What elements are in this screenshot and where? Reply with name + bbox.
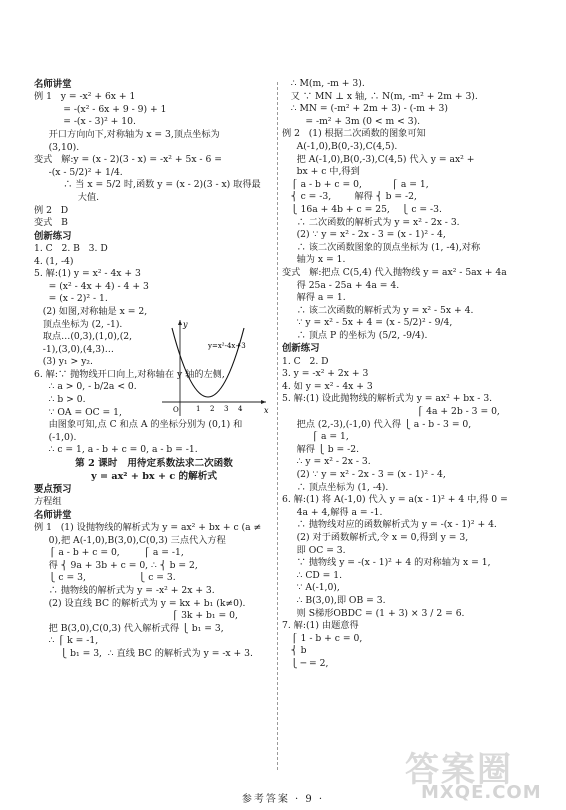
text-line: 由图象可知,点 C 和点 A 的坐标分别为 (0,1) 和 — [34, 419, 243, 431]
text-line: ⎩ c = 3, ⎩ c = 3. — [34, 572, 176, 584]
text-line: ∴ 顶点 P 的坐标为 (5/2, -9/4). — [282, 329, 428, 341]
text-line: ⎩ ─ = 2, — [282, 657, 329, 669]
section-heading: 名师讲堂 — [34, 79, 72, 90]
section-heading: 创新练习 — [34, 230, 72, 242]
tick-label-4: 4 — [238, 405, 243, 413]
tick-label-2: 2 — [210, 405, 215, 413]
text-line: 7. 解:(1) 由题意得 — [282, 620, 359, 632]
text-line: 轴为 x = 1. — [282, 254, 346, 266]
text-line: (2) 如图,对称轴是 x = 2, — [34, 305, 148, 317]
text-line: ∴ 该二次函数的解析式为 y = x² - 5x + 4. — [282, 304, 474, 316]
text-line: (2) 对于函数解析式,令 x = 0,得到 y = 3, — [282, 531, 469, 543]
text-line: 变式 解:y = (x - 2)(3 - x) = -x² + 5x - 6 = — [34, 154, 222, 166]
text-line: 解得 a = 1. — [282, 292, 346, 304]
lesson-title: 第 2 课时 用待定系数法求二次函数 — [75, 458, 233, 470]
lesson-title: y = ax² + bx + c 的解析式 — [91, 471, 217, 483]
text-line: 变式 解:把点 C(5,4) 代入抛物线 y = ax² - 5ax + 4a — [282, 266, 507, 278]
parabola-graph — [158, 318, 270, 418]
text-line: 1. C 2. D — [282, 355, 329, 367]
text-line: ∵ OA = OC = 1, — [34, 406, 122, 418]
text-line: = (x - 2)² - 1. — [34, 293, 108, 305]
section-heading: 创新练习 — [282, 343, 320, 355]
text-line: 变式 B — [34, 217, 68, 229]
text-line: 得 25a - 25a + 4a = 4. — [282, 279, 400, 291]
text-line: 0),把 A(-1,0),B(3,0),C(0,3) 三点代入方程 — [34, 534, 226, 546]
text-line: 例 2 (1) 根据二次函数的图象可知 — [282, 128, 426, 140]
section-heading: 要点预习 — [34, 484, 72, 496]
text-line: 3. y = -x² + 2x + 3 — [282, 368, 369, 380]
text-line: = -(x² - 6x + 9 - 9) + 1 — [34, 103, 167, 115]
text-line: 5. 解:(1) 设此抛物线的解析式为 y = ax² + bx - 3. — [282, 393, 493, 405]
text-line: ∴ B(3,0),即 OB = 3. — [282, 594, 386, 606]
text-line: = (x² - 4x + 4) - 4 + 3 — [34, 280, 149, 292]
x-axis-label: x — [264, 406, 269, 415]
text-line: 开口方向向下,对称轴为 x = 3,顶点坐标为 — [34, 128, 220, 140]
text-line: ⎧ a - b + c = 0, ⎧ a = 1, — [282, 178, 429, 190]
text-line: ⎧ 4a + 2b - 3 = 0, — [282, 406, 500, 418]
text-line: ⎧ 3k + b₁ = 0, — [34, 610, 238, 622]
text-line: ∴ ⎧ k = -1, — [34, 635, 99, 647]
text-line: ⎧ a = 1, — [282, 431, 349, 443]
text-line: (2) 设直线 BC 的解析式为 y = kx + b₁ (k≠0). — [34, 597, 246, 609]
text-line: 即 OC = 3. — [282, 544, 346, 556]
text-line: -(x - 5/2)² + 1/4. — [34, 166, 123, 178]
text-line: 6. 解:∵ 抛物线开口向上,对称轴在 y 轴的左侧, — [34, 368, 225, 380]
text-line: 顶点坐标为 (2, -1). — [34, 318, 123, 330]
text-line: (3) y₁ > y₂. — [34, 356, 93, 368]
text-line: 例 1 y = -x² + 6x + 1 — [34, 91, 136, 103]
text-line: ∴ MN = (-m² + 2m + 3) - (-m + 3) — [282, 103, 448, 115]
text-line: bx + c 中,得到 — [282, 166, 360, 178]
text-line: ∴ 抛物线的解析式为 y = -x² + 2x + 3. — [34, 585, 215, 596]
text-line: 又 ∵ MN ⊥ x 轴, ∴ N(m, -m² + 2m + 3). — [282, 90, 478, 102]
text-line: -1),(3,0),(4,3)… — [34, 343, 114, 355]
text-line: A(-1,0),B(0,-3),C(4,5). — [282, 140, 398, 152]
text-line: 5. 解:(1) y = x² - 4x + 3 — [34, 268, 141, 280]
text-line: ∴ 抛物线对应的函数解析式为 y = -(x - 1)² + 4. — [282, 519, 497, 531]
text-line: 方程组 — [34, 496, 62, 508]
text-line: 4a + 4,解得 a = -1. — [282, 506, 383, 518]
text-line: = -(x - 3)² + 10. — [34, 116, 136, 128]
text-line: ∴ b > 0. — [34, 394, 86, 406]
text-line: ∵ A(-1,0), — [282, 582, 340, 594]
watermark-url: MXQE.COM — [421, 782, 542, 803]
text-line: 得 ⎨ 9a + 3b + c = 0, ∴ ⎨ b = 2, — [34, 559, 198, 571]
text-line: ⎩ b₁ = 3, ∴ 直线 BC 的解析式为 y = -x + 3. — [34, 647, 253, 659]
text-line: (2) ∵ y = x² - 2x - 3 = (x - 1)² - 4, — [282, 469, 446, 481]
parabola-curve — [172, 328, 244, 397]
section-heading: 名师讲堂 — [34, 509, 72, 521]
text-line: 1. C 2. B 3. D — [34, 242, 108, 254]
text-line: ∴ 顶点坐标为 (1, -4). — [282, 481, 389, 493]
page-footer: 参考答案 · 9 · — [241, 794, 325, 805]
column-divider — [277, 82, 278, 770]
watermark — [385, 742, 545, 806]
tick-label-3: 3 — [224, 405, 229, 413]
text-line: ⎨ c = -3, 解得 ⎨ b = -2, — [282, 191, 417, 203]
text-line: (2) ∵ y = x² - 2x - 3 = (x - 1)² - 4, — [282, 229, 446, 241]
text-line: (-1,0). — [34, 431, 77, 443]
tick-label-1: 1 — [196, 405, 201, 413]
text-line: 则 S梯形OBDC = (1 + 3) × 3 / 2 = 6. — [282, 607, 465, 619]
text-line: 解得 ⎩ b = -2. — [282, 443, 359, 455]
text-line: (3,10). — [34, 141, 80, 153]
curve-label: y=x²-4x+3 — [208, 342, 246, 350]
text-line: ∴ M(m, -m + 3). — [282, 78, 365, 89]
text-line: ⎩ 16a + 4b + c = 25, ⎩ c = -3. — [282, 203, 442, 215]
text-line: 4. (1, -4) — [34, 255, 74, 267]
text-line: ∴ c = 1, a - b + c = 0, a - b = -1. — [34, 444, 198, 456]
right-column — [282, 78, 544, 671]
text-line: 例 1 (1) 设抛物线的解析式为 y = ax² + bx + c (a ≠ — [34, 522, 262, 534]
text-line: ∴ 该二次函数图象的顶点坐标为 (1, -4),对称 — [282, 241, 481, 253]
text-line: 例 2 D — [34, 204, 69, 216]
text-line: ∵ 抛物线 y = -(x - 1)² + 4 的对称轴为 x = 1, — [282, 557, 491, 569]
text-line: 4. 如 y = x² - 4x + 3 — [282, 380, 373, 392]
text-line: ∴ CD = 1. — [282, 569, 343, 581]
text-line: 把 A(-1,0),B(0,-3),C(4,5) 代入 y = ax² + — [282, 153, 475, 165]
text-line: 取点…(0,3),(1,0),(2, — [34, 331, 133, 343]
text-line: ⎧ a - b + c = 0, ⎧ a = -1, — [34, 547, 184, 559]
text-line: ∴ 二次函数的解析式为 y = x² - 2x - 3. — [282, 216, 460, 228]
text-line: 把点 (2,-3),(-1,0) 代入得 ⎩ a - b - 3 = 0, — [282, 418, 472, 430]
text-line: 6. 解:(1) 将 A(-1,0) 代入 y = a(x - 1)² + 4 中,得 0 = — [282, 494, 508, 506]
y-axis-label: y — [183, 320, 188, 329]
text-line: 大值. — [34, 191, 100, 203]
text-line: ∴ y = x² - 2x - 3. — [282, 456, 371, 468]
text-line: 把 B(3,0),C(0,3) 代入解析式得 ⎩ b₁ = 3, — [34, 622, 224, 634]
text-line: ∴ 当 x = 5/2 时,函数 y = (x - 2)(3 - x) 取得最 — [34, 179, 261, 191]
text-line: ⎨ b — [282, 645, 307, 657]
watermark-logo: 答案圈 — [405, 750, 513, 790]
text-line: ∴ a > 0, - b/2a < 0. — [34, 381, 137, 393]
text-line: ⎧ 1 - b + c = 0, — [282, 632, 363, 644]
origin-label: O — [173, 406, 179, 414]
text-line: = -m² + 3m (0 < m < 3). — [282, 115, 421, 127]
text-line: ∵ y = x² - 5x + 4 = (x - 5/2)² - 9/4, — [282, 317, 453, 329]
